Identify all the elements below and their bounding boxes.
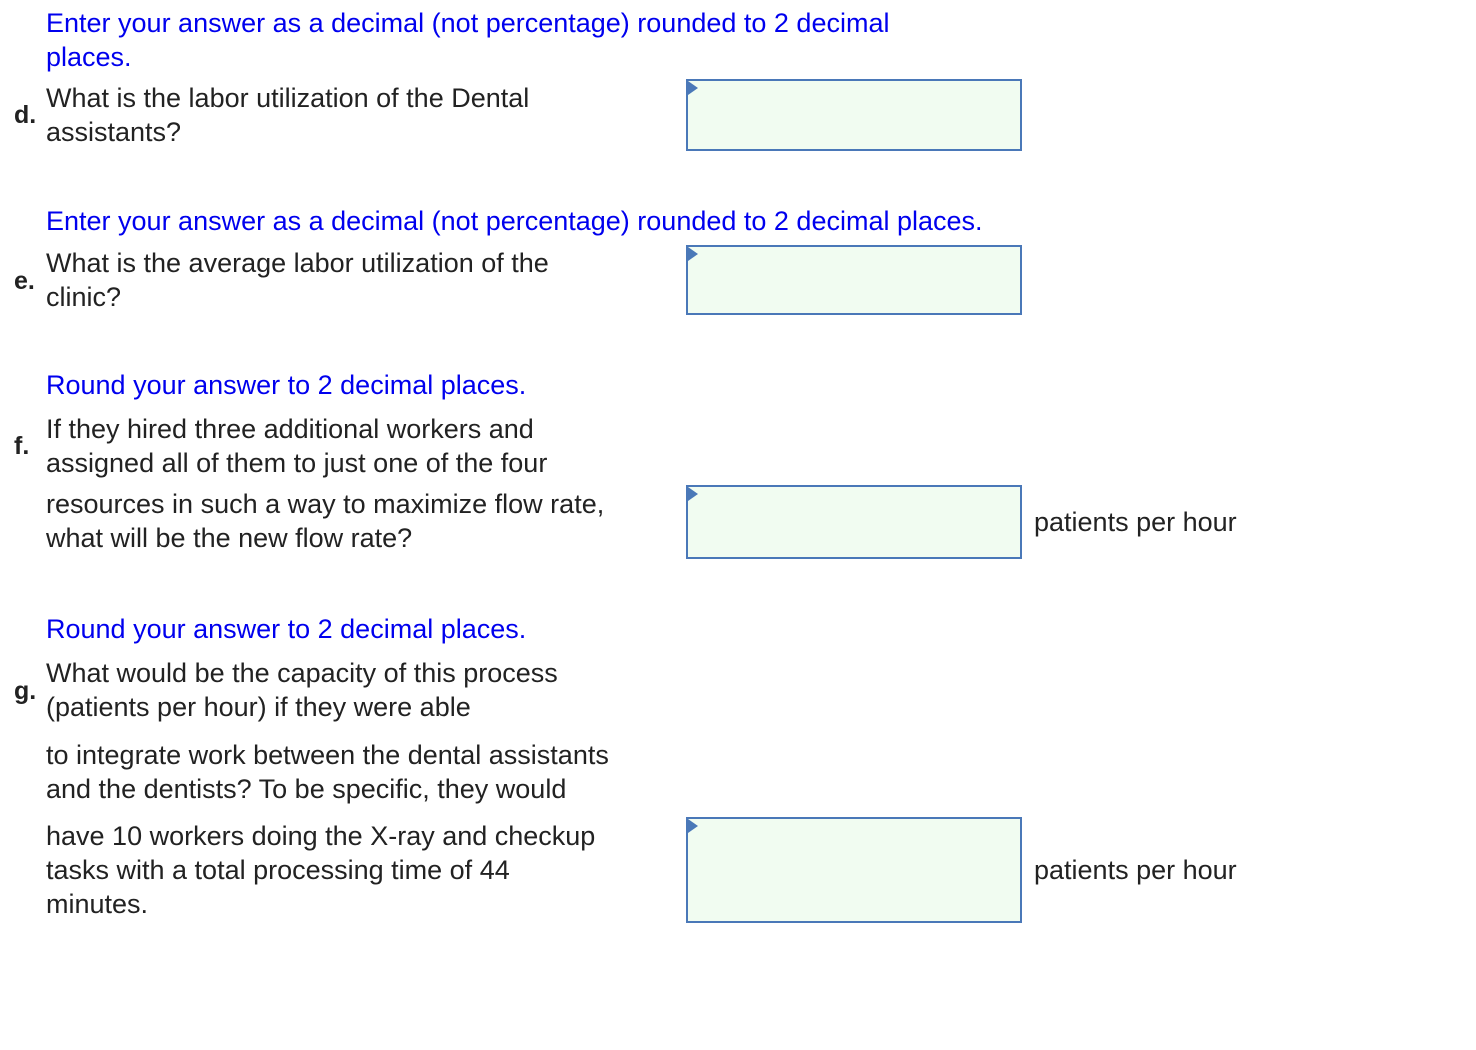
- instruction-d-line1: Enter your answer as a decimal (not percentage) rounded to 2 decimal: [46, 8, 890, 38]
- question-letter-f: f.: [14, 432, 30, 460]
- unit-label-f: patients per hour: [1034, 507, 1237, 537]
- question-g-text-line3: to integrate work between the dental assistants: [46, 740, 609, 770]
- instruction-e: Enter your answer as a decimal (not percentage) rounded to 2 decimal places.: [46, 206, 983, 236]
- question-g-text-line6: tasks with a total processing time of 44: [46, 855, 510, 885]
- answer-input-g[interactable]: [686, 817, 1022, 923]
- question-f-text-line4: what will be the new flow rate?: [46, 523, 413, 553]
- question-f-text-line3: resources in such a way to maximize flow rate,: [46, 489, 605, 519]
- flag-marker-icon: [688, 819, 698, 833]
- question-g-text-line2: (patients per hour) if they were able: [46, 692, 471, 722]
- question-f-text-line2: assigned all of them to just one of the four: [46, 448, 548, 478]
- answer-input-f[interactable]: [686, 485, 1022, 559]
- flag-marker-icon: [688, 247, 698, 261]
- question-d-text-line2: assistants?: [46, 117, 182, 147]
- instruction-d-line2: places.: [46, 42, 132, 72]
- question-d-text-line1: What is the labor utilization of the Dental: [46, 83, 530, 113]
- answer-input-e[interactable]: [686, 245, 1022, 315]
- unit-label-g: patients per hour: [1034, 855, 1237, 885]
- question-g-text-line1: What would be the capacity of this process: [46, 658, 558, 688]
- question-e-text-line2: clinic?: [46, 282, 122, 312]
- instruction-g: Round your answer to 2 decimal places.: [46, 614, 527, 644]
- answer-input-d[interactable]: [686, 79, 1022, 151]
- question-g-text-line5: have 10 workers doing the X-ray and checkup: [46, 821, 596, 851]
- instruction-f: Round your answer to 2 decimal places.: [46, 370, 527, 400]
- flag-marker-icon: [688, 487, 698, 501]
- question-e-text-line1: What is the average labor utilization of the: [46, 248, 549, 278]
- flag-marker-icon: [688, 81, 698, 95]
- question-f-text-line1: If they hired three additional workers and: [46, 414, 534, 444]
- question-letter-e: e.: [14, 267, 35, 295]
- question-letter-d: d.: [14, 101, 37, 129]
- question-g-text-line7: minutes.: [46, 889, 149, 919]
- question-g-text-line4: and the dentists? To be specific, they would: [46, 774, 567, 804]
- question-letter-g: g.: [14, 677, 37, 705]
